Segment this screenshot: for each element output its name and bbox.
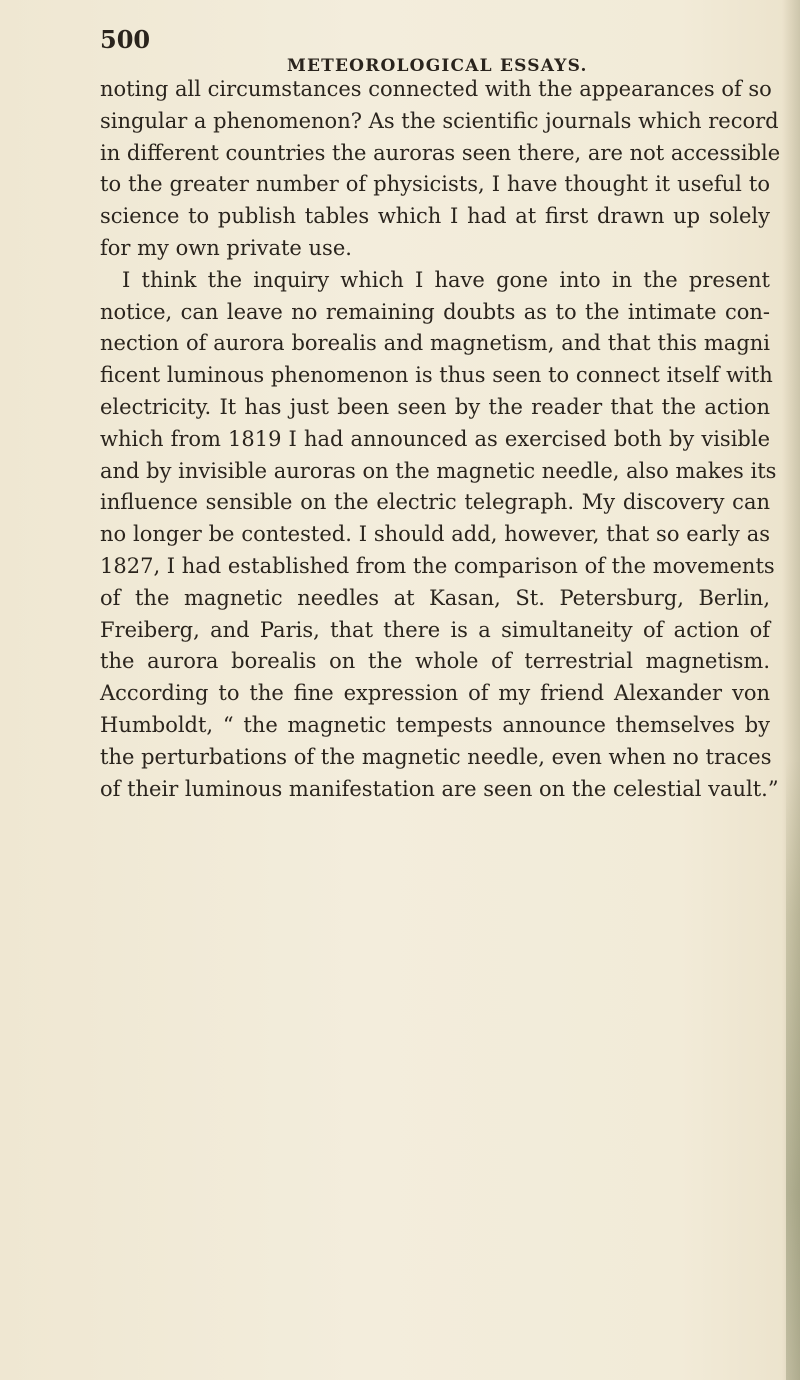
text-line: According to the fine expression of my friend Alexander von — [100, 681, 770, 706]
text-line: of the magnetic needles at Kasan, St. Petersburg, Berlin, — [100, 585, 770, 610]
text-line: ficent luminous phenomenon is thus seen to connect itself with — [100, 363, 773, 388]
text-line: and by invisible auroras on the magnetic needle, also makes its — [100, 458, 777, 483]
body-text — [100, 74, 781, 805]
page-number: 500 — [100, 25, 151, 54]
text-line: 1827, I had established from the comparison of the movements — [100, 553, 775, 578]
text-line: Freiberg, and Paris, that there is a simultaneity of action of — [100, 617, 770, 642]
paragraph-2 — [100, 265, 779, 806]
text-line: Humboldt, “ the magnetic tempests announce themselves by — [100, 712, 770, 737]
text-line: science to publish tables which I had at first drawn up solely — [100, 204, 770, 229]
text-line: to the greater number of physicists, I have thought it useful to — [100, 172, 770, 197]
text-line: of their luminous manifestation are seen on the celestial vault.” — [100, 776, 779, 801]
text-line: in different countries the auroras seen there, are not accessible — [100, 140, 781, 165]
text-line: the perturbations of the magnetic needle, even when no traces — [100, 744, 772, 769]
text-line: the aurora borealis on the whole of terrestrial magnetism. — [100, 649, 770, 674]
text-line: singular a phenomenon? As the scientific journals which record — [100, 108, 779, 133]
text-line: which from 1819 I had announced as exercised both by visible — [100, 426, 770, 451]
text-line: nection of aurora borealis and magnetism, and that this magni — [100, 331, 770, 356]
text-line: I think the inquiry which I have gone into in the present — [122, 267, 770, 292]
running-head: METEOROLOGICAL ESSAYS. — [287, 56, 588, 76]
text-line: influence sensible on the electric telegraph. My discovery can — [100, 490, 770, 515]
text-line: for my own private use. — [100, 235, 352, 260]
text-line: no longer be contested. I should add, however, that so early as — [100, 522, 770, 547]
paragraph-1 — [100, 74, 781, 265]
text-line: electricity. It has just been seen by the reader that the action — [100, 394, 770, 419]
page-edge-stain — [786, 760, 800, 1380]
text-line: noting all circumstances connected with the appearances of so — [100, 77, 772, 101]
text-line: notice, can leave no remaining doubts as to the intimate con- — [100, 299, 770, 324]
